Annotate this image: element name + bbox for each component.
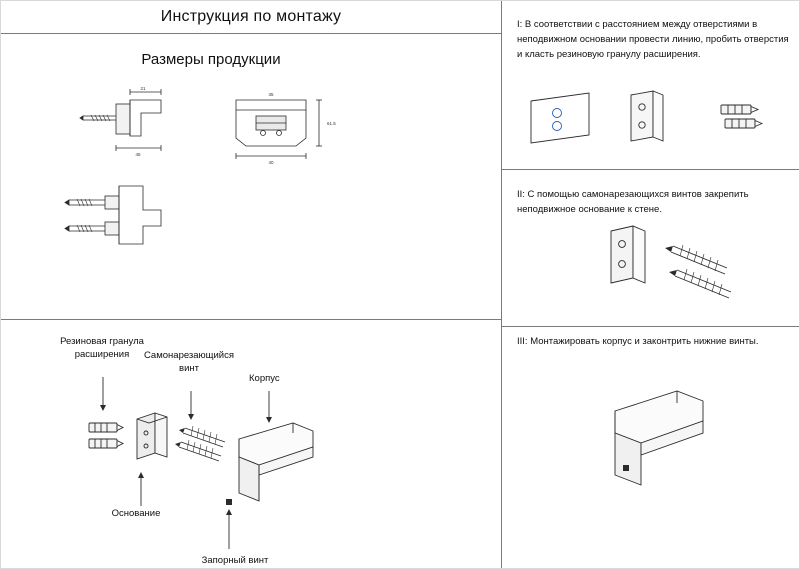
- dimension-drawings: [61, 86, 401, 276]
- right-horizontal-divider-2: [501, 326, 800, 327]
- callout-granule: Резиновая гранула расширения: [60, 336, 144, 360]
- svg-text:35: 35: [268, 92, 274, 97]
- svg-text:61.5: 61.5: [327, 121, 336, 126]
- svg-text:40: 40: [268, 160, 274, 165]
- callout-body: Корпус: [249, 373, 280, 384]
- right-horizontal-divider-1: [501, 169, 800, 170]
- step-1-drawing: [521, 83, 791, 153]
- vertical-divider: [501, 1, 502, 569]
- page-title: Инструкция по монтажу: [160, 8, 342, 25]
- callout-self-tapping-screw: Самонарезающийся винт: [143, 350, 235, 374]
- callout-lock-screw: Запорный винт: [201, 555, 269, 566]
- left-horizontal-divider: [1, 319, 501, 320]
- step-1-text: I: В соответствии с расстоянием между отверстиями в неподвижном основании провести линию, пробить отверстия и класть резиновую гранулу расширения.: [517, 19, 789, 60]
- callout-base: Основание: [111, 508, 161, 519]
- step-3-drawing: [601, 379, 781, 509]
- step-2-drawing: [591, 226, 781, 321]
- svg-text:21: 21: [140, 86, 146, 91]
- step-2-text: II: С помощью самонарезающихся винтов закрепить неподвижное основание к стене.: [517, 189, 749, 215]
- svg-text:45: 45: [135, 152, 141, 157]
- section-title-dimensions: Размеры продукции: [141, 51, 281, 68]
- step-3-text: III: Монтажировать корпус и законтрить нижние винты.: [517, 336, 759, 347]
- exploded-assembly-drawing: [41, 361, 381, 561]
